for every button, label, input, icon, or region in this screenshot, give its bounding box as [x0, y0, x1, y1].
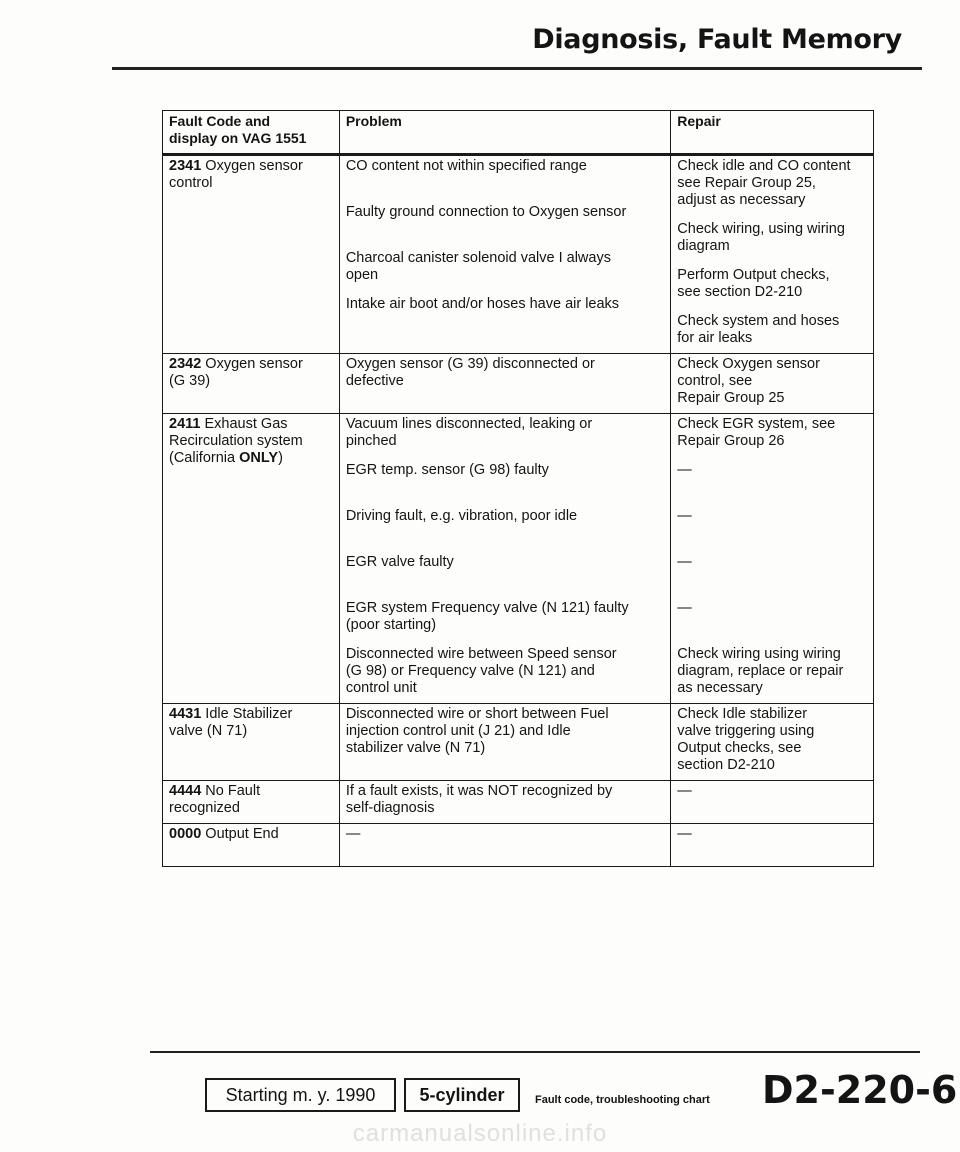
repair-entry: Check Idle stabilizer valve triggering using Output checks, see section D2-210: [677, 706, 815, 773]
repair-cell: [671, 824, 874, 867]
fault-code: 2411: [169, 416, 201, 432]
table-header-row: [163, 111, 874, 155]
repair-entry: —: [677, 600, 692, 616]
table-row: [163, 354, 874, 414]
fault-description: Output End: [205, 826, 279, 842]
repair-entry: —: [677, 554, 692, 570]
fault-code: 2342: [169, 356, 202, 372]
fault-code-table: [162, 110, 874, 867]
problem-entry: Faulty ground connection to Oxygen sensor: [345, 204, 627, 220]
problem-cell: [339, 781, 670, 824]
repair-cell: [671, 414, 874, 704]
table-row: [163, 414, 874, 704]
repair-entry: Check wiring using wiring diagram, replace or repair as necessary: [677, 646, 844, 696]
problem-entry: Vacuum lines disconnected, leaking or pinched: [345, 416, 593, 449]
fault-code: 4431: [169, 706, 202, 722]
column-header-repair: [671, 111, 874, 155]
problem-cell: [339, 414, 670, 704]
fault-description-emphasis: ONLY: [239, 450, 279, 466]
repair-entry: Perform Output checks, see section D2-210: [677, 267, 830, 300]
header-rule: [112, 67, 922, 70]
problem-entry: Disconnected wire between Speed sensor (G 98) or Frequency valve (N 121) and control unit: [345, 646, 617, 696]
fault-code-cell: [163, 824, 340, 867]
fault-code: 0000: [169, 826, 202, 842]
fault-code: 2341: [169, 158, 202, 174]
repair-entry: Check wiring, using wiring diagram: [677, 221, 845, 254]
repair-entry: Check system and hoses for air leaks: [677, 313, 840, 346]
problem-cell: [339, 824, 670, 867]
page-title: Diagnosis, Fault Memory: [532, 24, 902, 55]
fault-description-tail: ): [278, 450, 283, 466]
repair-cell: [671, 781, 874, 824]
fault-code-cell: [163, 155, 340, 354]
problem-entry: —: [345, 826, 361, 842]
fault-description: Oxygen sensor (G 39): [169, 356, 303, 389]
column-header-code: [163, 111, 340, 155]
table-row: [163, 781, 874, 824]
repair-entry: —: [677, 783, 692, 799]
problem-entry: Oxygen sensor (G 39) disconnected or defective: [345, 356, 595, 389]
repair-cell: [671, 155, 874, 354]
fault-description: Exhaust Gas Recirculation system (California: [169, 416, 303, 466]
problem-cell: [339, 704, 670, 781]
column-header-code-label: Fault Code and display on VAG 1551: [169, 113, 307, 146]
fault-description: Oxygen sensor control: [169, 158, 303, 191]
column-header-problem: [339, 111, 670, 155]
repair-cell: [671, 704, 874, 781]
problem-entry: EGR temp. sensor (G 98) faulty: [345, 462, 549, 478]
page-header: [0, 0, 960, 80]
problem-cell: [339, 354, 670, 414]
problem-entry: Charcoal canister solenoid valve I always open: [345, 250, 611, 283]
column-header-repair-label: Repair: [677, 113, 721, 129]
problem-entry: EGR system Frequency valve (N 121) faulty (poor starting): [345, 600, 629, 633]
repair-entry: Check EGR system, see Repair Group 26: [677, 416, 836, 449]
fault-code-cell: [163, 704, 340, 781]
footer-rule: [150, 1051, 920, 1053]
watermark: carmanualsonline.info: [352, 1120, 608, 1147]
table-row: [163, 824, 874, 867]
fault-code: 4444: [169, 783, 202, 799]
column-header-problem-label: Problem: [345, 113, 402, 129]
problem-entry: If a fault exists, it was NOT recognized by self-diagnosis: [345, 783, 613, 816]
footer-caption: Fault code, troubleshooting chart: [535, 1094, 710, 1106]
problem-entry: CO content not within specified range: [345, 158, 587, 174]
fault-rows: [163, 155, 874, 867]
page-number: D2-220-6: [762, 1068, 958, 1112]
engine-badge: 5-cylinder: [404, 1078, 520, 1112]
fault-description: No Fault recognized: [169, 783, 261, 816]
problem-entry: EGR valve faulty: [345, 554, 454, 570]
fault-description: Idle Stabilizer valve (N 71): [169, 706, 293, 739]
repair-cell: [671, 354, 874, 414]
table-row: [163, 155, 874, 354]
problem-entry: Intake air boot and/or hoses have air leaks: [345, 296, 620, 312]
repair-entry: —: [677, 508, 692, 524]
problem-entry: Disconnected wire or short between Fuel injection control unit (J 21) and Idle stabilizer valve (N 71): [345, 706, 609, 756]
table-row: [163, 704, 874, 781]
fault-code-cell: [163, 354, 340, 414]
model-year-badge: Starting m. y. 1990: [205, 1078, 396, 1112]
repair-entry: —: [677, 826, 692, 842]
problem-cell: [339, 155, 670, 354]
fault-code-cell: [163, 781, 340, 824]
repair-entry: Check Oxygen sensor control, see Repair Group 25: [677, 356, 820, 406]
fault-code-cell: [163, 414, 340, 704]
repair-entry: —: [677, 462, 692, 478]
repair-entry: Check idle and CO content see Repair Group 25, adjust as necessary: [677, 158, 851, 208]
problem-entry: Driving fault, e.g. vibration, poor idle: [345, 508, 578, 524]
